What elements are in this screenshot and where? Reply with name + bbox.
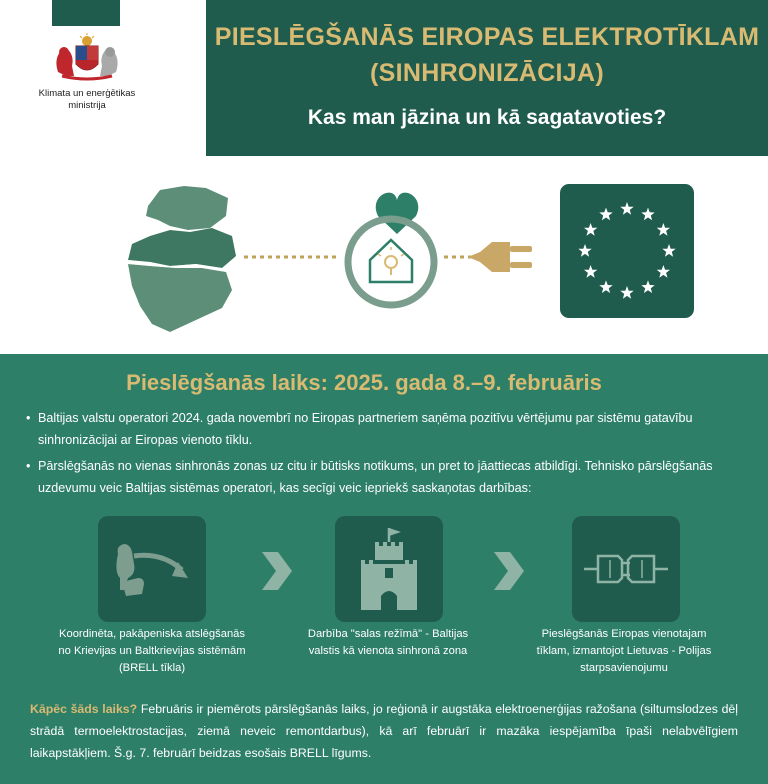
- ring-home-icon: [348, 193, 434, 305]
- why-paragraph: [30, 698, 738, 764]
- top-accent-block: [52, 0, 120, 26]
- info-section: [0, 354, 768, 784]
- chevron-right-icon: [490, 550, 526, 592]
- header-banner: [206, 0, 768, 156]
- title-line-2: (SINHRONIZĀCIJA): [370, 59, 604, 87]
- step-2-card: [335, 516, 443, 622]
- ministry-name: Klimata un enerģētikas ministrija: [38, 88, 136, 111]
- title-line-1: PIESLĒGŠANĀS EIROPAS ELEKTROTĪKLAM: [214, 23, 760, 51]
- step-3-label: Pieslēgšanās Eiropas vienotajam tīklam, izmantojot Lietuvas - Polijas starpsavienojumu: [536, 628, 712, 674]
- step-1-label: Koordinēta, pakāpeniska atslēgšanās no Krievijas un Baltkrievijas sistēmām (BRELL tīkla): [58, 628, 246, 674]
- step-2-label: Darbība "salas režīmā" - Baltijas valstis kā vienota sinhronā zona: [307, 628, 469, 657]
- page-title: [206, 19, 768, 91]
- chevron-right-icon: [258, 550, 294, 592]
- plug-icon: [468, 242, 532, 272]
- bullet-item: • Baltijas valstu operatori 2024. gada novembrī no Eiropas partneriem saņēma pozitīvu vērtējumu par sistēmu gatavību sinhronizācijai ar Eiropas vienoto tīklu.: [26, 407, 754, 451]
- plug-socket-icon: [572, 516, 680, 622]
- bullet-list: [26, 407, 754, 503]
- why-text: Februāris ir piemērots pārslēgšanās laiks, jo reģionā ir augstāka elektroenerģijas ražošana (siltumslodzes dēļ strādā termoelektrostacijas, ziemā neveic remontdarbus), kā arī februārī ir mazāka iespējamība īpaši nelabvēlīgiem laikapstākļiem. Š.g. 7. februārī beidzas esošais BRELL līgums.: [30, 702, 738, 760]
- page-subtitle: Kas man jāzina un kā sagatavoties?: [307, 106, 667, 129]
- step-3-card: [572, 516, 680, 622]
- castle-icon: [335, 516, 443, 622]
- coat-of-arms-icon: [46, 32, 128, 82]
- step-1-card: [98, 516, 206, 622]
- bullet-item: • Pārslēgšanās no vienas sinhronās zonas uz citu ir būtisks notikums, un pret to jāattiecas atbildīgi. Tehnisko pārslēgšanās uzdevumu veic Baltijas sistēmas operatori, kas secīgi veic iepriekš saskaņotas darbības:: [26, 455, 754, 499]
- sync-time-heading: Pieslēgšanās laiks: 2025. gada 8.–9. februāris: [126, 370, 602, 395]
- disconnect-switch-icon: [98, 516, 206, 622]
- baltic-map-icon: [128, 186, 236, 332]
- why-label: Kāpēc šāds laiks?: [30, 702, 138, 716]
- sync-illustration: [0, 156, 768, 354]
